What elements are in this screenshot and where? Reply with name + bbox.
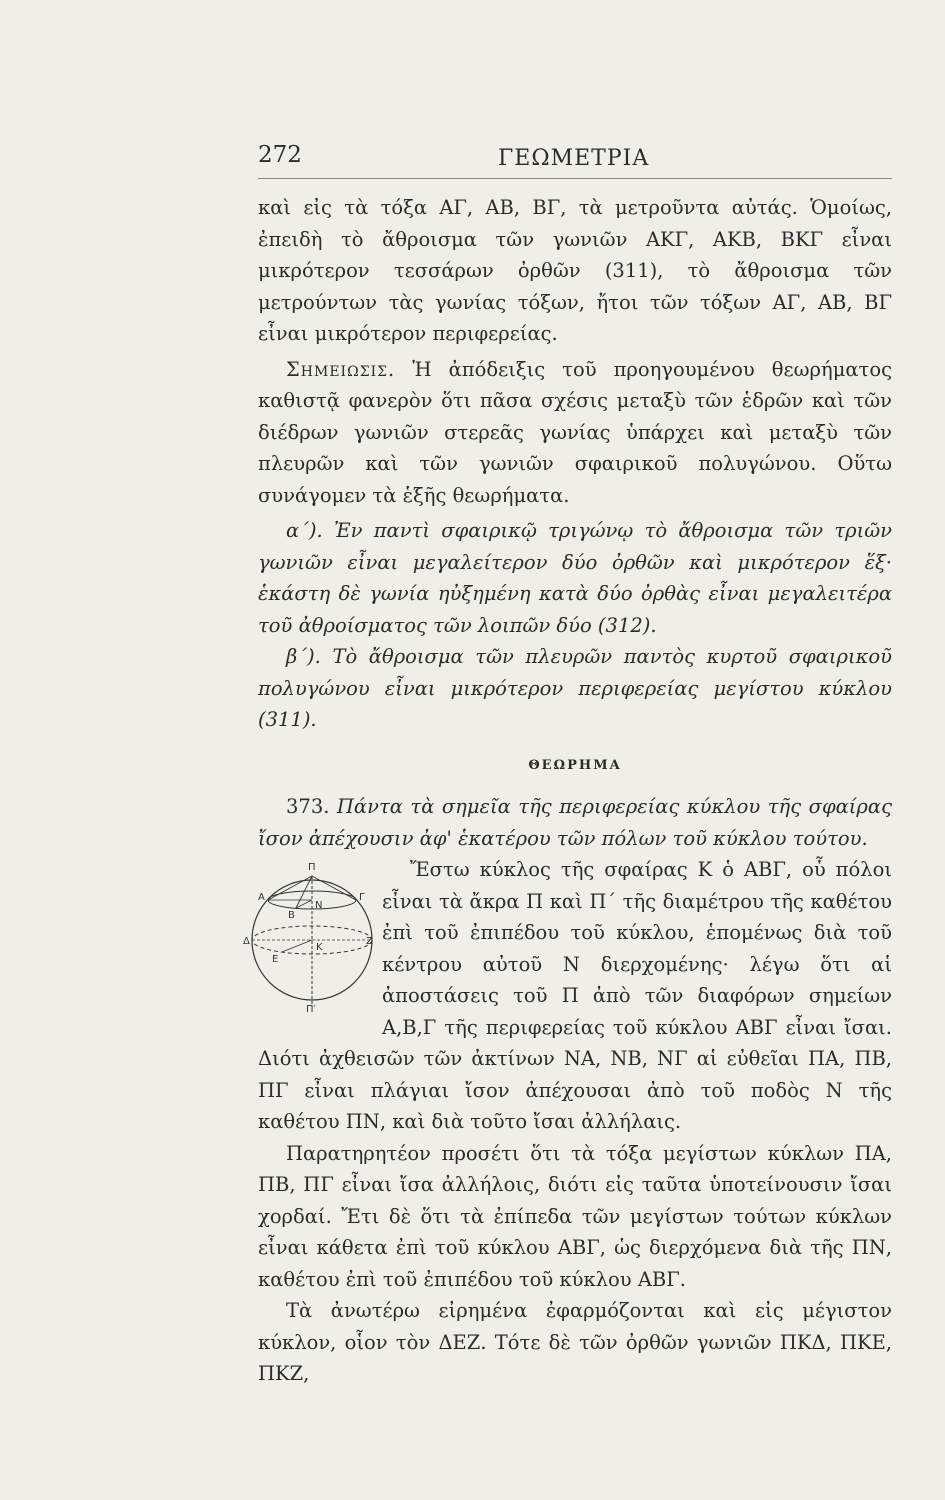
final-paragraph: Τὰ ἀνωτέρω εἰρημένα ἐφαρμόζονται καὶ εἰς μέγιστον κύκλον, οἷον τὸν ΔΕΖ. Τότε δὲ τῶν ὀρθῶν γωνιῶν ΠΚΔ, ΠΚΕ, ΠΚΖ, [258, 1299, 892, 1385]
label-Z: Ζ [366, 936, 373, 947]
remark-label: Σημειωσις. [286, 357, 396, 381]
corollary-a-label: α΄). [286, 519, 323, 542]
label-P-prime: Π′ [306, 1004, 316, 1012]
sphere-diagram [242, 856, 374, 1012]
radius-KE [282, 940, 312, 952]
label-E: Ε [272, 954, 279, 965]
theorem-statement: Πάντα τὰ σημεῖα τῆς περιφερείας κύκλου τῆς σφαίρας ἴσον ἀπέχουσιν ἀφ' ἑκατέρου τῶν πόλων τοῦ κύκλου τούτου. [258, 795, 892, 850]
corollary-b-text: Τὸ ἄθροισμα τῶν πλευρῶν παντὸς κυρτοῦ σφαιρικοῦ πολυγώνου εἶναι μικρότερον περιφερείας μεγίστου κύκλου (311). [258, 645, 892, 731]
label-P: Π [308, 862, 316, 873]
theorem-373 [258, 791, 892, 854]
header-rule [258, 178, 892, 179]
remark-paragraph [258, 354, 892, 512]
theorem-heading: ΘΕΩΡΗΜΑ [528, 757, 622, 773]
body-text [243, 192, 892, 1390]
remark-text: Ἡ ἀπόδειξις τοῦ προηγουμένου θεωρήματος καθιστᾷ φανερὸν ὅτι πᾶσα σχέσις μεταξὺ τῶν ἑδρῶν καὶ τῶν διέδρων γωνιῶν στερεᾶς γωνίας ὑπάρχει καὶ μεταξὺ τῶν πλευρῶν καὶ τῶν γωνιῶν σφαιρικοῦ πολυγώνου. Οὕτω συνάγομεν τὰ ἑξῆς θεωρήματα. [258, 357, 892, 507]
corollary-a [258, 515, 892, 641]
label-D: Δ [243, 936, 250, 947]
label-N: Ν [315, 900, 323, 911]
line-PA [268, 876, 312, 900]
proof-paragraph: Ἔστω κύκλος τῆς σφαίρας Κ ὁ ΑΒΓ, οὗ πόλοι εἶναι τὰ ἄκρα Π καὶ Π΄ τῆς διαμέτρου τῆς καθέτου ἐπὶ τοῦ ἐπιπέδου τοῦ κύκλου, ἑπομένως διὰ τοῦ κέντρου αὐτοῦ Ν διερχομένης· λέγω ὅτι αἱ ἀποστάσεις τοῦ Π ἀπὸ τῶν διαφόρων σημείων Α,Β,Γ τῆς περιφερείας τοῦ κύκλου ΑΒΓ εἶναι ἴσαι. Διότι ἀχθεισῶν τῶν ἀκτίνων ΝΑ, ΝΒ, ΝΓ αἱ εὐθεῖαι ΠΑ, ΠΒ, ΠΓ εἶναι πλάγιαι ἴσον ἀπέχουσαι ἀπὸ τοῦ ποδὸς Ν τῆς καθέτου ΠΝ, καὶ διὰ τοῦτο ἴσαι ἀλλήλαις. [258, 858, 892, 1133]
label-G: Γ [359, 892, 365, 903]
corollary-a-text: Ἐν παντὶ σφαιρικῷ τριγώνῳ τὸ ἄθροισμα τῶν τριῶν γωνιῶν εἶναι μεγαλείτερον δύο ὀρθῶν καὶ μικρότερον ἕξ· ἑκάστη δὲ γωνία ηὐξημένη κατὰ δύο ὀρθὰς εἶναι μεγαλειτέρα τοῦ ἀθροίσματος τῶν λοιπῶν δύο (312). [258, 519, 892, 637]
proof-block [243, 854, 892, 1138]
running-title: ΓΕΩΜΕΤΡΙΑ [498, 146, 650, 171]
label-B: Β [288, 910, 295, 921]
observation-paragraph: Παρατηρητέον προσέτι ὅτι τὰ τόξα μεγίστων κύκλων ΠΑ, ΠΒ, ΠΓ εἶναι ἴσα ἀλλήλοις, διότι εἰς ταῦτα ὑποτείνουσιν ἴσαι χορδαί. Ἔτι δὲ ὅτι τὰ ἐπίπεδα τῶν μεγίστων τούτων κύκλων εἶναι κάθετα ἐπὶ τοῦ κύκλου ΑΒΓ, ὡς διερχόμενα διὰ τῆς ΠΝ, καθέτου ἐπὶ τοῦ ἐπιπέδου τοῦ κύκλου ΑΒΓ. [258, 1141, 892, 1291]
corollary-b-label: β΄). [286, 645, 321, 668]
corollary-b [258, 641, 892, 736]
page-number: 272 [258, 142, 302, 168]
theorem-number: 373. [286, 795, 330, 818]
page-header [258, 142, 892, 184]
line-PG [312, 876, 356, 900]
label-K: Κ [316, 942, 323, 953]
paragraph-continuation: καὶ εἰς τὰ τόξα ΑΓ, ΑΒ, ΒΓ, τὰ μετροῦντα αὐτάς. Ὁμοίως, ἐπειδὴ τὸ ἄθροισμα τῶν γωνιῶν ΑΚΓ, ΑΚΒ, ΒΚΓ εἶναι μικρότερον τεσσάρων ὀρθῶν (311), τὸ ἄθροισμα τῶν μετρούντων τὰς γωνίας τόξων, ἤτοι τῶν τόξων ΑΓ, ΑΒ, ΒΓ εἶναι μικρότερον περιφερείας. [258, 196, 892, 345]
label-A: Α [258, 892, 265, 903]
sphere-figure [242, 856, 374, 1012]
